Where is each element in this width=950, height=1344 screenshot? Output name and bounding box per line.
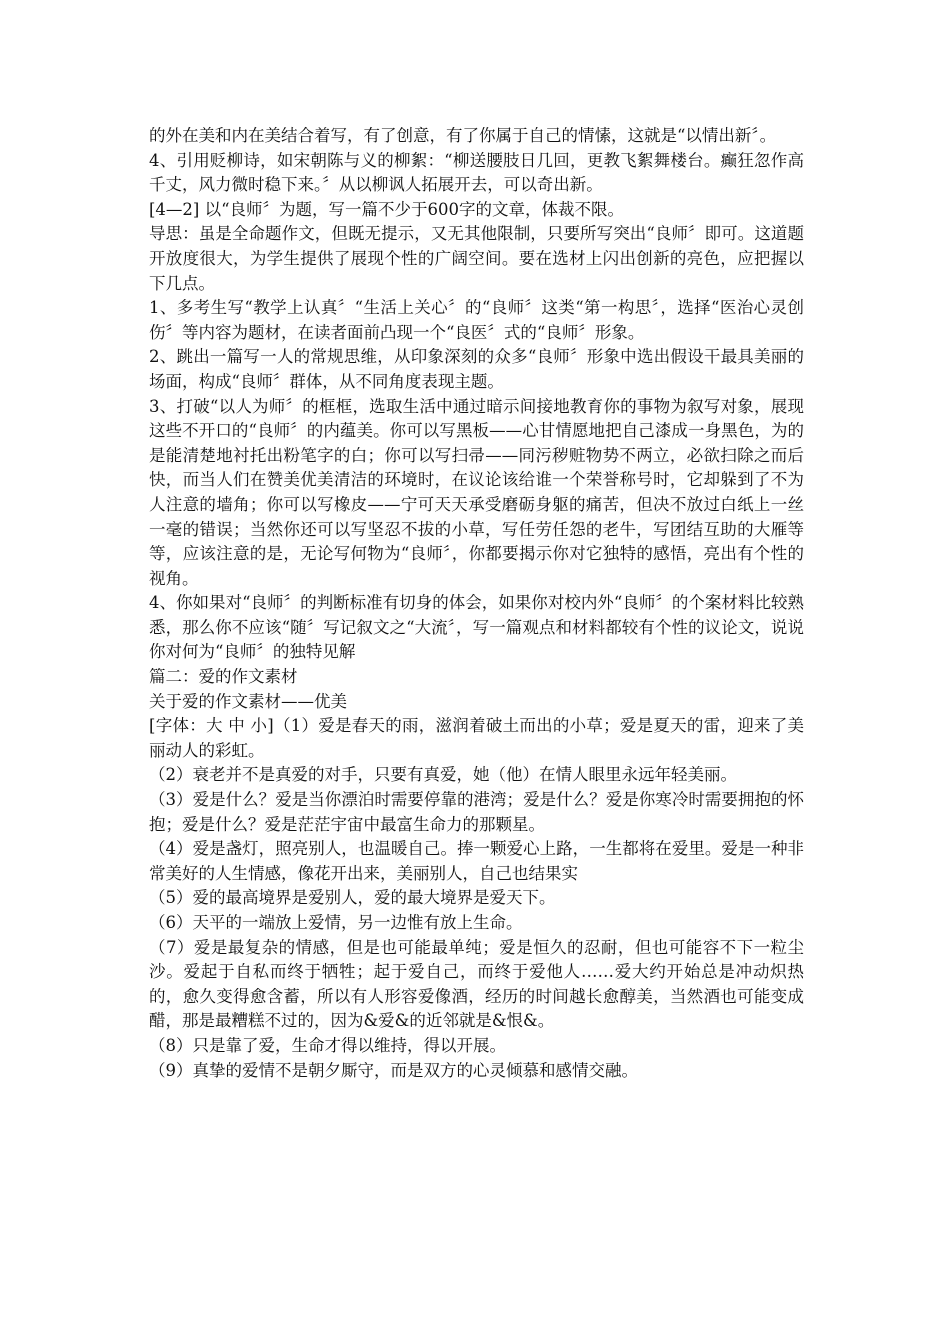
list-item-love-8: （8）只是靠了爱，生命才得以维持，得以开展。 <box>149 1035 506 1055</box>
list-item-love-5: （5）爱的最高境界是爱别人，爱的最大境界是爱天下。 <box>149 888 556 908</box>
section-heading-part-2: 篇二：爱的作文素材 <box>149 667 298 687</box>
list-item-love-7: （7）爱是最复杂的情感，但是也可能最单纯；爱是恒久的忍耐，但也可能容不下一粒尘沙。爱起于自私而终于牺牲；起于爱自己，而终于爱他人……爱大约开始总是冲动炽热的，愈久变得愈含蓄，所以有人形容爱像酒，经历的时间越长愈醇美，当然酒也可能变成醋，那是最糟糕不过的，因为&爱&的近邻就是&恨&。 <box>149 937 804 1031</box>
paragraph-intro-continuation: 的外在美和内在美结合着写，有了创意，有了你属于自己的情愫，这就是“以情出新〞。 <box>149 126 777 145</box>
paragraph-tip-2: 2、跳出一篇写一人的常规思维，从印象深刻的众多“良师〞形象中选出假设干最具美丽的场面，构成“良师〞群体，从不同角度表现主题。 <box>149 347 804 391</box>
paragraph-tip-1: 1、多考生写“教学上认真〞“生活上关心〞的“良师〞这类“第一构思〞，选择“医治心灵创伤〞等内容为题材，在读者面前凸现一个“良医〞式的“良师〞形象。 <box>149 298 804 342</box>
paragraph-prompt-4-2: [4—2] 以“良师〞为题，写一篇不少于600字的文章，体裁不限。 <box>149 199 625 219</box>
section-subtitle: 关于爱的作文素材——优美 <box>149 691 347 711</box>
paragraph-tip-3: 3、打破“以人为师〞的框框，选取生活中通过暗示间接地教育你的事物为叙写对象，展现这些不开口的“良师〞的内蕴美。你可以写黑板——心甘情愿地把自己漆成一身黑色，为的是能清楚地衬托出粉笔字的白；你可以写扫帚——同污秽赃物势不两立，必欲扫除之而后快，而当人们在赞美优美清洁的环境时，在议论该给谁一个荣誉称号时，它却躲到了不为人注意的墙角；你可以写橡皮——宁可天天承受磨砺身躯的痛苦，但决不放过白纸上一丝一毫的错误；当然你还可以写坚忍不拔的小草，写任劳任怨的老牛，写团结互助的大雁等等，应该注意的是，无论写何物为“良师〞，你都要揭示你对它独特的感悟，亮出有个性的视角。 <box>149 396 804 588</box>
list-item-love-4: （4）爱是盏灯，照亮别人，也温暖自己。捧一颗爱心上路，一生都将在爱里。爱是一种非常美好的人生情感，像花开出来，美丽别人，自己也结果实 <box>149 839 804 883</box>
list-item-love-6: （6）天平的一端放上爱情，另一边惟有放上生命。 <box>149 913 523 932</box>
list-item-love-9: （9）真挚的爱情不是朝夕厮守，而是双方的心灵倾慕和感情交融。 <box>149 1060 638 1080</box>
paragraph-point-4-willow-poem: 4、引用贬柳诗，如宋朝陈与义的柳絮：“柳送腰肢日几回，更教飞絮舞楼台。癫狂忽作高千丈，风力微时稳下来。〞从以柳讽人拓展开去，可以奇出新。 <box>149 150 804 195</box>
list-item-love-1: [字体：大 中 小]（1）爱是春天的雨，滋润着破土而出的小草；爱是夏天的雷，迎来了美丽动人的彩虹。 <box>149 716 804 760</box>
list-item-love-2: （2）衰老并不是真爱的对手，只要有真爱，她（他）在情人眼里永远年轻美丽。 <box>149 765 737 785</box>
paragraph-guide: 导思：虽是全命题作文，但既无提示，又无其他限制，只要所写突出“良师〞即可。这道题开放度很大，为学生提供了展现个性的广阔空间。要在选材上闪出创新的亮色，应把握以下几点。 <box>149 224 804 293</box>
paragraph-tip-4: 4、你如果对“良师〞的判断标准有切身的体会，如果你对校内外“良师〞的个案材料比较熟悉，那么你不应该“随〞写记叙文之“大流〞，写一篇观点和材料都较有个性的议论文，说说你对何为“良师〞的独特见解 <box>149 593 804 662</box>
document-page <box>149 124 804 1083</box>
list-item-love-3: （3）爱是什么？爱是当你漂泊时需要停靠的港湾；爱是什么？爱是你寒冷时需要拥抱的怀抱；爱是什么？爱是茫茫宇宙中最富生命力的那颗星。 <box>149 790 804 834</box>
